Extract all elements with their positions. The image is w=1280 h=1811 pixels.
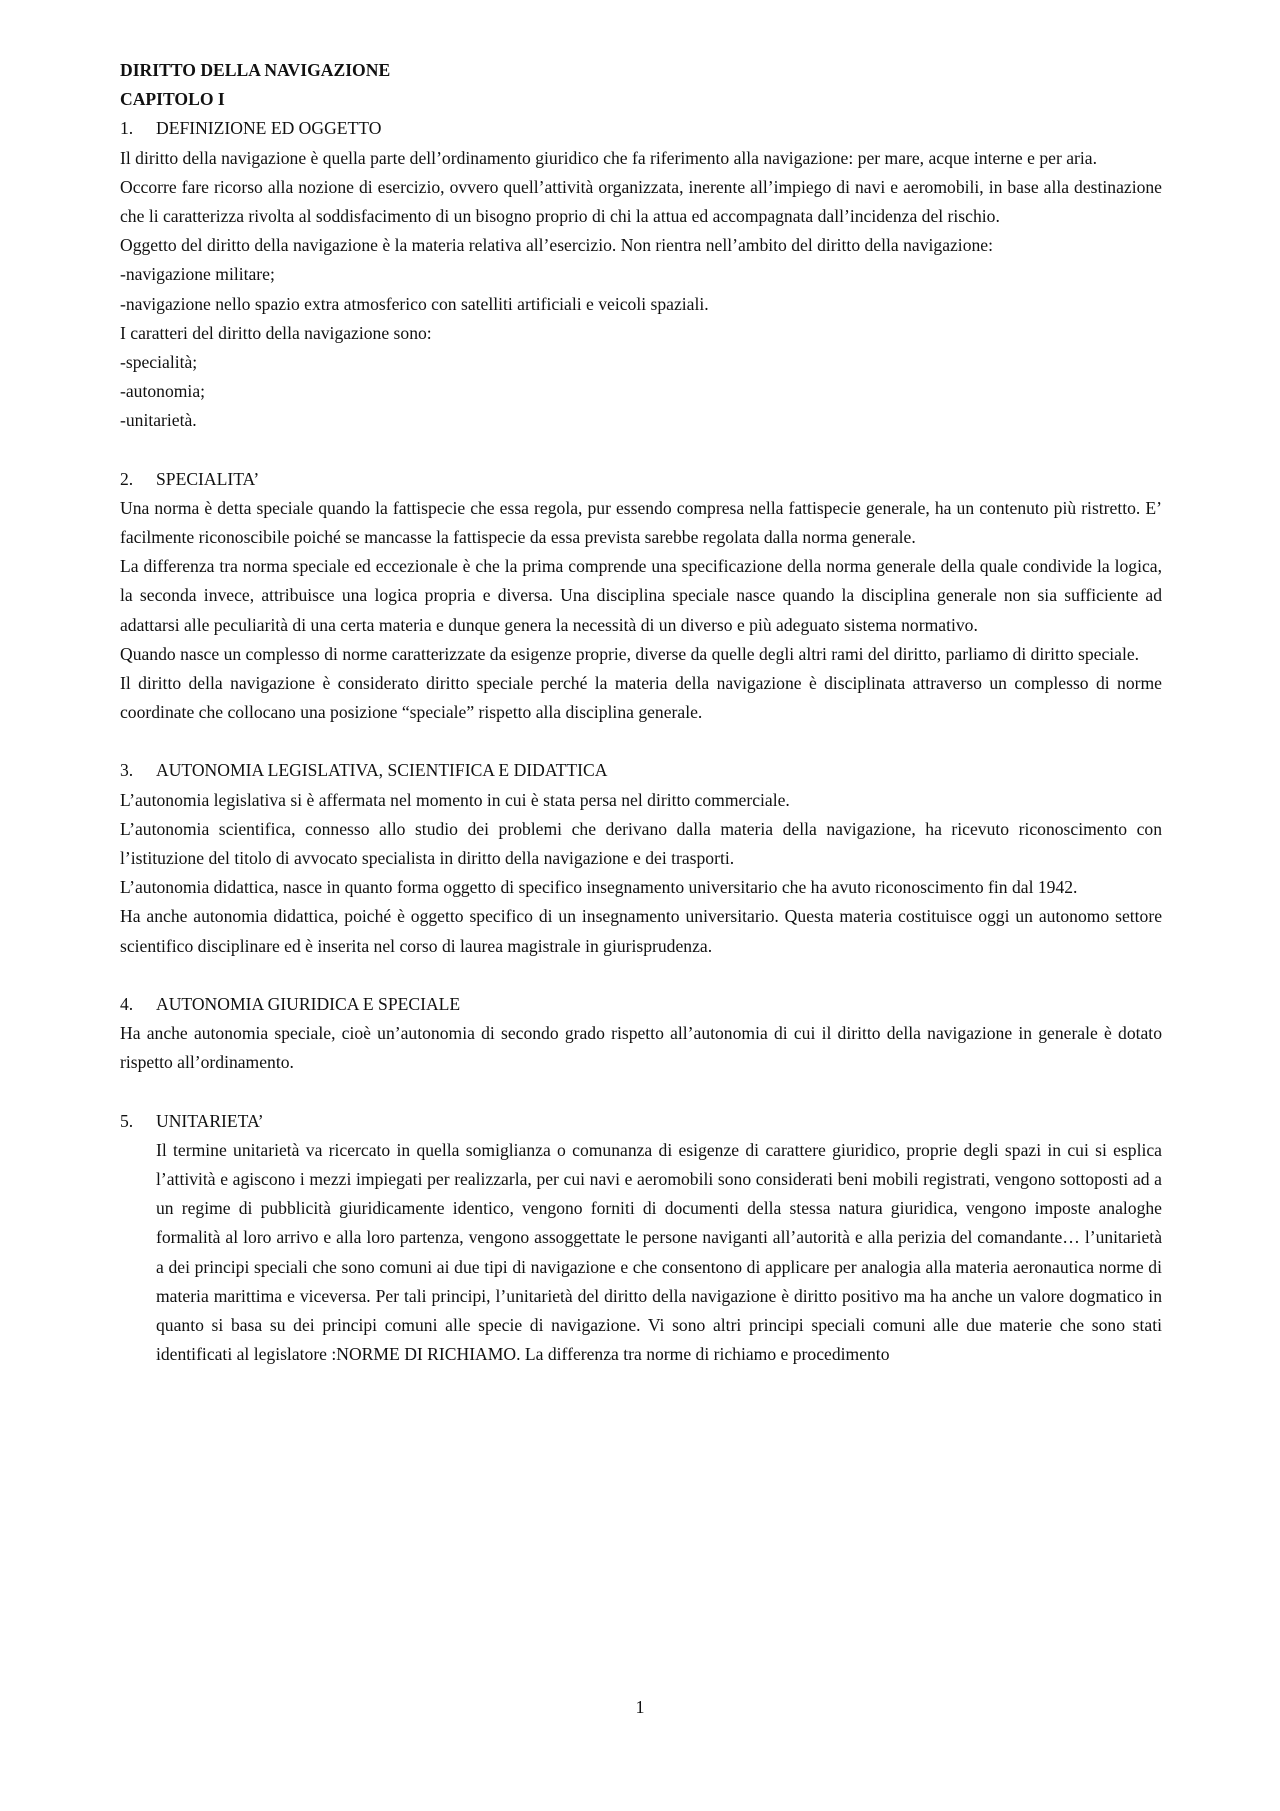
section-heading-text: AUTONOMIA GIURIDICA E SPECIALE [156,993,461,1014]
paragraph: L’autonomia didattica, nasce in quanto forma oggetto di specifico insegnamento universitario che ha avuto riconoscimento fin dal 1942. [120,877,1078,898]
section-heading [120,1107,1162,1136]
section-number: 4. [120,993,134,1014]
paragraph: La differenza tra norma speciale ed eccezionale è che la prima comprende una specificazione della norma generale della quale condivide la logica, la seconda invece, attribuisce una logica propria e diversa. Una disciplina speciale nasce quando la disciplina generale non sia sufficiente ad adattarsi alle peculiarità di una certa materia e dunque genera la necessità di un diverso e più adeguato sistema normativo. [120,556,1162,635]
document-page [120,56,1162,1369]
section-1 [120,114,1162,435]
section-number: 1. [120,118,134,139]
paragraph: Quando nasce un complesso di norme caratterizzate da esigenze proprie, diverse da quelle degli altri rami del diritto, parliamo di diritto speciale. [120,643,1140,664]
paragraph: L’autonomia legislativa si è affermata nel momento in cui è stata persa nel diritto commerciale. [120,789,790,810]
section-heading-text: DEFINIZIONE ED OGGETTO [156,118,382,139]
page-number: 1 [635,1697,645,1717]
list-item: -navigazione nello spazio extra atmosferico con satelliti artificiali e veicoli spaziali. [120,293,709,314]
section-number: 2. [120,468,134,489]
paragraph: Occorre fare ricorso alla nozione di esercizio, ovvero quell’attività organizzata, inerente all’impiego di navi e aeromobili, in base alla destinazione che li caratterizza rivolta al soddisfacimento di un bisogno proprio di chi la attua ed accompagnata dall’incidenza del rischio. [120,176,1162,227]
paragraph: Una norma è detta speciale quando la fattispecie che essa regola, pur essendo compresa nella fattispecie generale, ha un contenuto più ristretto. E’ facilmente riconoscibile poiché se mancasse la fattispecie da essa prevista sarebbe regolata dalla norma generale. [120,497,1162,548]
section-heading-text: AUTONOMIA LEGISLATIVA, SCIENTIFICA E DIDATTICA [156,760,608,781]
section-heading [120,990,1162,1019]
section-number: 5. [120,1110,134,1131]
paragraph: Il termine unitarietà va ricercato in quella somiglianza o comunanza di esigenze di carattere giuridico, proprie degli spazi in cui si esplica l’attività e agiscono i mezzi impiegati per realizzarla, per cui navi e aeromobili sono considerati beni mobili registrati, vengono sottoposti ad a un regime di pubblicità giuridicamente identico, vengono forniti di documenti della stessa natura giuridica, vengono imposte analoghe formalità al loro arrivo e alla loro partenza, vengono assoggettate le persone naviganti all’autorità e alla perizia del comandante… l’unitarietà a dei principi speciali che sono comuni ai due tipi di navigazione e che consentono di applicare per analogia alla materia aeronautica norme di materia marittima e viceversa. Per tali principi, l’unitarietà del diritto della navigazione è diritto positivo ma ha anche un valore dogmatico in quanto si basa su dei principi comuni alle specie di navigazione. Vi sono altri principi speciali comuni alle due materie che sono stati identificati al legislatore :NORME DI RICHIAMO. La differenza tra norme di richiamo e procedimento [156,1139,1162,1365]
chapter-title: CAPITOLO I [120,89,225,110]
section-heading [120,114,1162,143]
paragraph: L’autonomia scientifica, connesso allo studio dei problemi che derivano dalla materia della navigazione, ha ricevuto riconoscimento con l’istituzione del titolo di avvocato specialista in diritto della navigazione e dei trasporti. [120,818,1162,869]
document-title: DIRITTO DELLA NAVIGAZIONE [120,60,391,80]
section-heading [120,465,1162,494]
paragraph: Ha anche autonomia speciale, cioè un’autonomia di secondo grado rispetto all’autonomia di cui il diritto della navigazione in generale è dotato rispetto all’ordinamento. [120,1023,1162,1073]
section-heading-text: SPECIALITA’ [156,468,260,489]
paragraph: I caratteri del diritto della navigazione sono: [120,322,432,343]
paragraph: Ha anche autonomia didattica, poiché è oggetto specifico di un insegnamento universitario. Questa materia costituisce oggi un autonomo settore scientifico disciplinare ed è inserita nel corso di laurea magistrale in giurisprudenza. [120,906,1162,956]
section-2 [120,465,1162,728]
paragraph: Il diritto della navigazione è quella parte dell’ordinamento giuridico che fa riferimento alla navigazione: per mare, acque interne e per aria. [120,147,1097,168]
list-item: -specialità; [120,352,198,373]
section-heading-text: UNITARIETA’ [156,1110,264,1131]
section-number: 3. [120,760,134,781]
section-3 [120,756,1162,960]
section-5 [120,1107,1162,1370]
list-item: -autonomia; [120,381,206,402]
list-item: -unitarietà. [120,410,197,431]
paragraph: Il diritto della navigazione è considerato diritto speciale perché la materia della navigazione è disciplinata attraverso un complesso di norme coordinate che collocano una posizione “speciale” rispetto alla disciplina generale. [120,673,1162,723]
section-4 [120,990,1162,1078]
list-item: -navigazione militare; [120,264,275,285]
paragraph: Oggetto del diritto della navigazione è la materia relativa all’esercizio. Non rientra nell’ambito del diritto della navigazione: [120,235,993,256]
section-heading [120,756,1162,785]
